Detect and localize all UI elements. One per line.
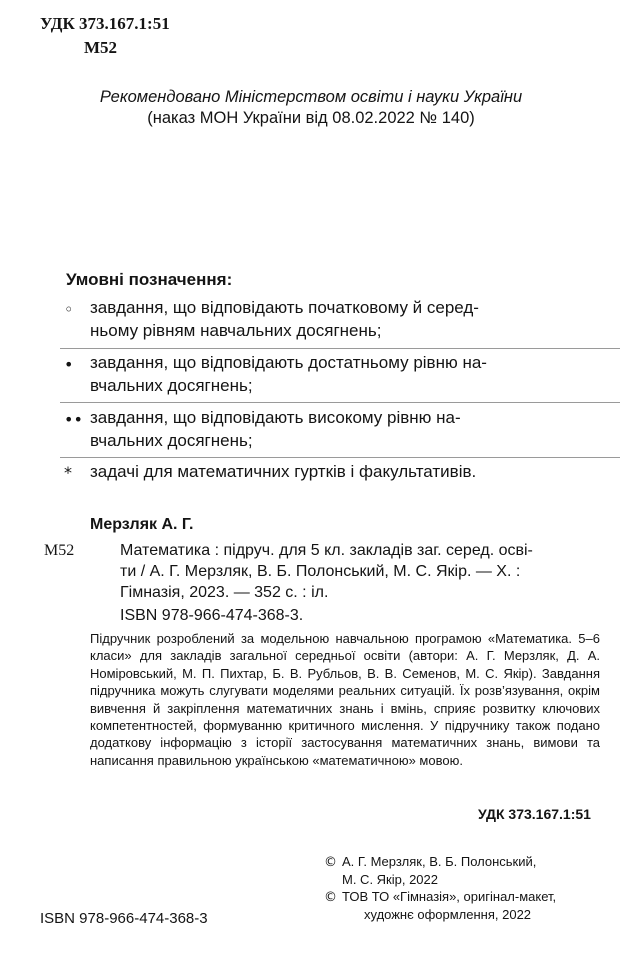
copyright-publisher: [324, 888, 614, 923]
legend-item: [90, 296, 598, 342]
legend-item-line: завдання, що відповідають початковому й серед-: [90, 298, 479, 317]
copyright-authors: [324, 853, 614, 888]
catalog-description: [120, 540, 598, 603]
copyright-icon: ©: [324, 855, 337, 870]
divider: [60, 402, 620, 403]
catalog-mark: М52: [44, 542, 75, 559]
legend-item-line: завдання, що відповідають високому рівню на-: [90, 408, 461, 427]
divider: [60, 348, 620, 349]
catalog-author: Мерзляк А. Г.: [90, 516, 194, 533]
legend-item-line: завдання, що відповідають достатньому рівню на-: [90, 353, 487, 372]
catalog-line: ти / А. Г. Мерзляк, В. Б. Полонський, М. С. Якір. — Х. :: [120, 563, 521, 580]
isbn-bottom: ISBN 978-966-474-368-3: [40, 910, 208, 927]
double-dot-icon: ••: [64, 410, 83, 429]
bbk-mark: М52: [84, 38, 118, 57]
copyright-line: ТОВ ТО «Гімназія», оригінал-макет,: [342, 889, 557, 904]
legend-item: [90, 351, 598, 397]
legend-title: Умовні позначення:: [66, 270, 233, 289]
udk-code-bottom: УДК 373.167.1:51: [478, 806, 591, 822]
annotation-text: Підручник розроблений за модельною навчальною програмою «Математика. 5–6 класи» для закладів загальної середньої освіти (автори: А. Г. Мерзляк, Д. А. Номіровський, М. П. Пихтар, Б. В. Рубльов, В. В. Семенов, М. С. Якір). Завдання підручника можуть слугувати моделями реальних ситуацій. Їх розв’язування, окрім вивчення й закріплення математичних знань і вмінь, сприяє розвитку ключових компетентностей, формуванню критичного мислення. У підручнику також подано додаткову інформацію з історії застосування математичних знань, вимови та написання правильною українською «математичною» мовою.: [90, 631, 600, 768]
copyright-line: А. Г. Мерзляк, В. Б. Полонський,: [342, 854, 537, 869]
udk-code: УДК 373.167.1:51: [40, 14, 170, 33]
order-line: (наказ МОН України від 08.02.2022 № 140): [147, 109, 475, 127]
copyright-line: художнє оформлення, 2022: [364, 907, 532, 922]
copyright-icon: ©: [324, 890, 337, 905]
asterisk-icon: *: [64, 463, 72, 482]
hollow-circle-icon: ◦: [64, 300, 74, 319]
legend-item-line: вчальних досягнень;: [90, 431, 253, 450]
legend-item-line: ньому рівням навчальних досягнень;: [90, 321, 382, 340]
legend-item: [90, 460, 598, 483]
legend-item-line: задачі для математичних гуртків і факультативів.: [90, 462, 477, 481]
legend-item-line: вчальних досягнень;: [90, 376, 253, 395]
copyright-line: М. С. Якір, 2022: [342, 872, 439, 887]
recommendation-line: Рекомендовано Міністерством освіти і науки України: [99, 88, 523, 106]
legend-item: [90, 406, 598, 452]
divider: [60, 457, 620, 458]
filled-dot-icon: •: [64, 355, 74, 374]
catalog-line: Математика : підруч. для 5 кл. закладів заг. серед. осві-: [120, 542, 533, 559]
catalog-isbn: ISBN 978-966-474-368-3.: [120, 607, 304, 624]
catalog-line: Гімназія, 2023. — 352 с. : іл.: [120, 584, 329, 601]
